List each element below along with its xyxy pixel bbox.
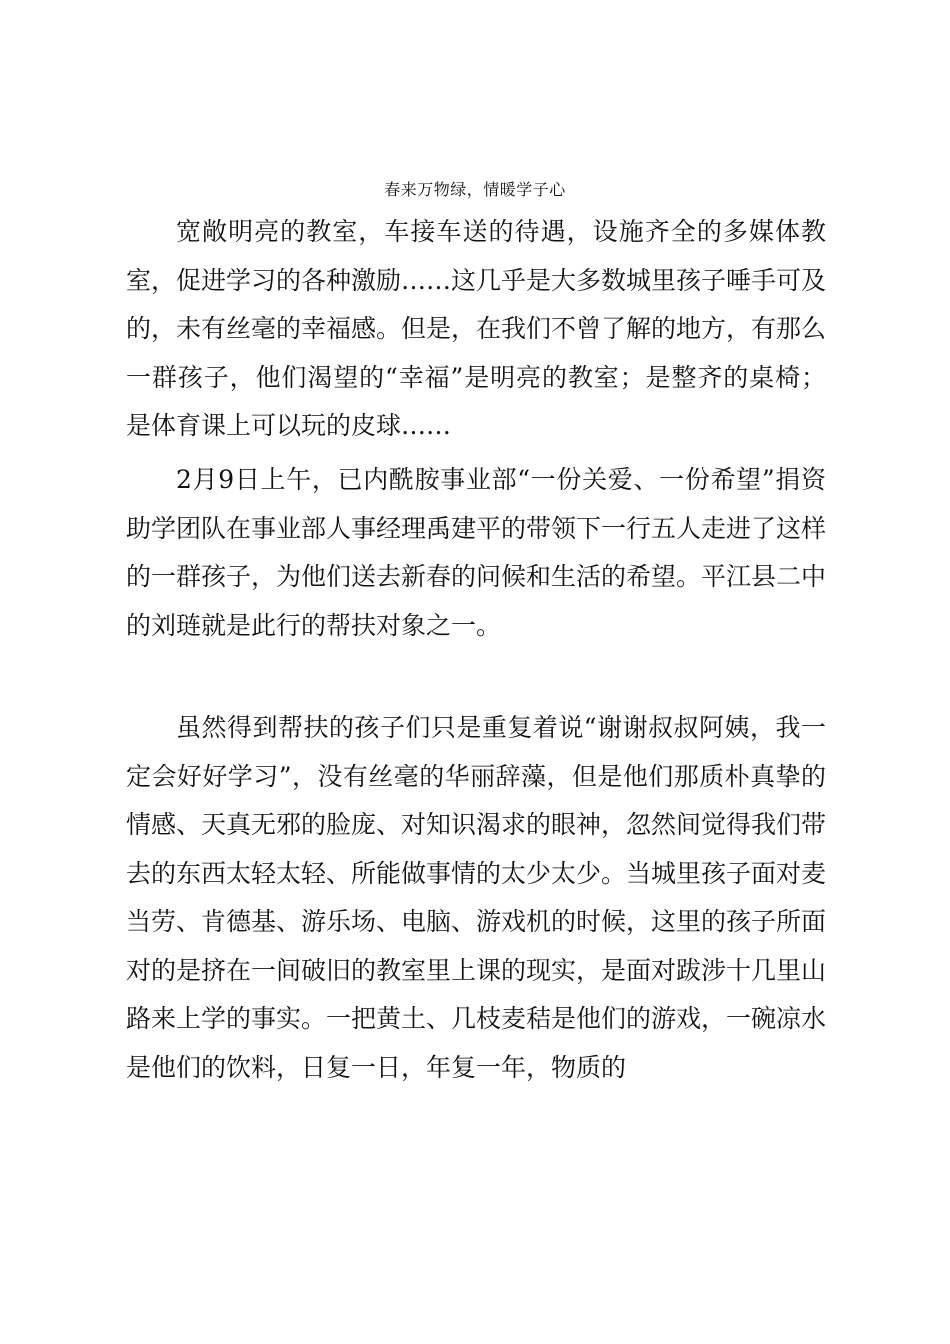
document-title: 春来万物绿，情暖学子心 bbox=[384, 180, 566, 199]
paragraph-2: 2月9日上午，已内酰胺事业部“一份关爱、一份希望”捐资助学团队在事业部人事经理禹建平的带领下一行五人走进了这样的一群孩子，为他们送去新春的问候和生活的希望。平江县二中的刘琏就是此行的帮扶对象之一。 bbox=[126, 465, 827, 640]
paragraph-3: 虽然得到帮扶的孩子们只是重复着说“谢谢叔叔阿姨，我一定会好好学习”，没有丝毫的华丽辞藻，但是他们那质朴真挚的情感、天真无邪的脸庞、对知识渴求的眼神，忽然间觉得我们带去的东西太轻太轻、所能做事情的太少太少。当城里孩子面对麦当劳、肯德基、游乐场、电脑、游戏机的时候，这里的孩子所面对的是挤在一间破旧的教室里上课的现实，是面对跋涉十几里山路来上学的事实。一把黄土、几枝麦秸是他们的游戏，一碗凉水是他们的饮料，日复一日，年复一年，物质的 bbox=[126, 713, 827, 1082]
paragraph-1: 宽敞明亮的教室，车接车送的待遇，设施齐全的多媒体教室，促进学习的各种激励……这几乎是大多数城里孩子唾手可及的，未有丝毫的幸福感。但是，在我们不曾了解的地方，有那么一群孩子，他们渴望的“幸福”是明亮的教室；是整齐的桌椅；是体育课上可以玩的皮球…… bbox=[126, 217, 827, 440]
